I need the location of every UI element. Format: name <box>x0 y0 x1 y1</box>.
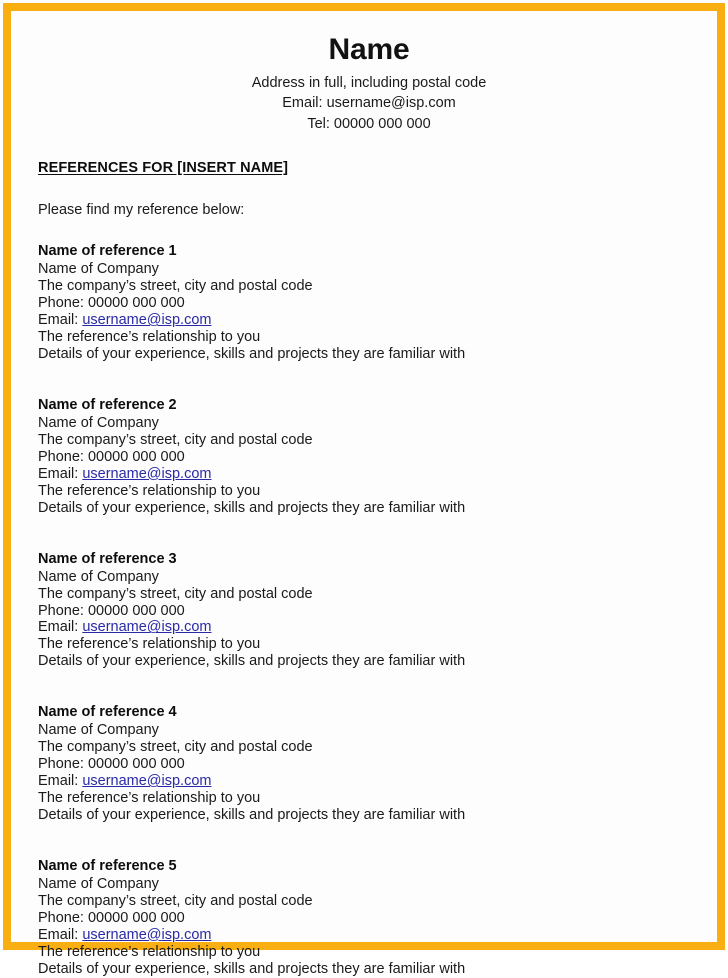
letterhead-email: Email: username@isp.com <box>282 95 456 112</box>
reference-company: Name of Company <box>38 414 159 431</box>
reference-email-label: Email: <box>38 773 83 790</box>
reference-phone: Phone: 00000 000 000 <box>38 909 185 926</box>
reference-email-link[interactable]: username@isp.com <box>82 619 212 636</box>
reference-name: Name of reference 5 <box>38 858 177 875</box>
reference-address: The company’s street, city and postal code <box>38 431 313 448</box>
reference-company: Name of Company <box>38 261 159 278</box>
reference-entry <box>38 551 697 671</box>
reference-email-link[interactable]: username@isp.com <box>82 773 212 790</box>
reference-relationship: The reference’s relationship to you <box>38 636 261 653</box>
reference-email-label: Email: <box>38 465 83 482</box>
reference-details: Details of your experience, skills and projects they are familiar with <box>38 653 466 670</box>
reference-email-label: Email: <box>38 619 83 636</box>
reference-company: Name of Company <box>38 568 159 585</box>
reference-email-line <box>38 619 697 636</box>
reference-entry <box>38 704 697 824</box>
reference-phone: Phone: 00000 000 000 <box>38 448 185 465</box>
document-page <box>11 11 717 977</box>
reference-entry <box>38 858 697 978</box>
document-body <box>11 134 717 977</box>
reference-email-line <box>38 773 697 790</box>
reference-relationship: The reference’s relationship to you <box>38 943 261 960</box>
reference-company: Name of Company <box>38 722 159 739</box>
reference-address: The company’s street, city and postal code <box>38 739 313 756</box>
reference-entry <box>38 243 697 363</box>
reference-email-label: Email: <box>38 312 83 329</box>
reference-relationship: The reference’s relationship to you <box>38 329 261 346</box>
reference-entry <box>38 397 697 517</box>
reference-name: Name of reference 2 <box>38 397 177 413</box>
reference-relationship: The reference’s relationship to you <box>38 790 261 807</box>
reference-email-label: Email: <box>38 926 83 943</box>
page-title: REFERENCES FOR [INSERT NAME] <box>38 160 289 177</box>
intro-text: Please find my reference below: <box>38 202 245 219</box>
reference-name: Name of reference 4 <box>38 704 177 721</box>
reference-name: Name of reference 3 <box>38 550 177 567</box>
reference-address: The company’s street, city and postal code <box>38 585 313 602</box>
reference-email-line <box>38 927 697 944</box>
reference-details: Details of your experience, skills and projects they are familiar with <box>38 346 466 363</box>
reference-phone: Phone: 00000 000 000 <box>38 295 185 312</box>
reference-address: The company’s street, city and postal code <box>38 278 313 295</box>
letterhead-address: Address in full, including postal code <box>251 74 487 91</box>
reference-email-link[interactable]: username@isp.com <box>82 926 212 943</box>
reference-address: The company’s street, city and postal code <box>38 892 313 909</box>
reference-details: Details of your experience, skills and projects they are familiar with <box>38 960 466 977</box>
reference-list <box>38 243 697 977</box>
letterhead-name: Name <box>328 33 410 66</box>
reference-details: Details of your experience, skills and projects they are familiar with <box>38 499 466 516</box>
letterhead-telephone: Tel: 00000 000 000 <box>307 115 431 132</box>
reference-email-line <box>38 466 697 483</box>
reference-phone: Phone: 00000 000 000 <box>38 602 185 619</box>
reference-relationship: The reference’s relationship to you <box>38 482 261 499</box>
document-page-frame <box>3 3 725 977</box>
reference-company: Name of Company <box>38 875 159 892</box>
reference-email-link[interactable]: username@isp.com <box>82 465 212 482</box>
reference-email-line <box>38 312 697 329</box>
letterhead <box>11 11 717 134</box>
reference-name: Name of reference 1 <box>38 243 177 260</box>
reference-email-link[interactable]: username@isp.com <box>82 312 212 329</box>
reference-phone: Phone: 00000 000 000 <box>38 756 185 773</box>
reference-details: Details of your experience, skills and projects they are familiar with <box>38 807 466 824</box>
